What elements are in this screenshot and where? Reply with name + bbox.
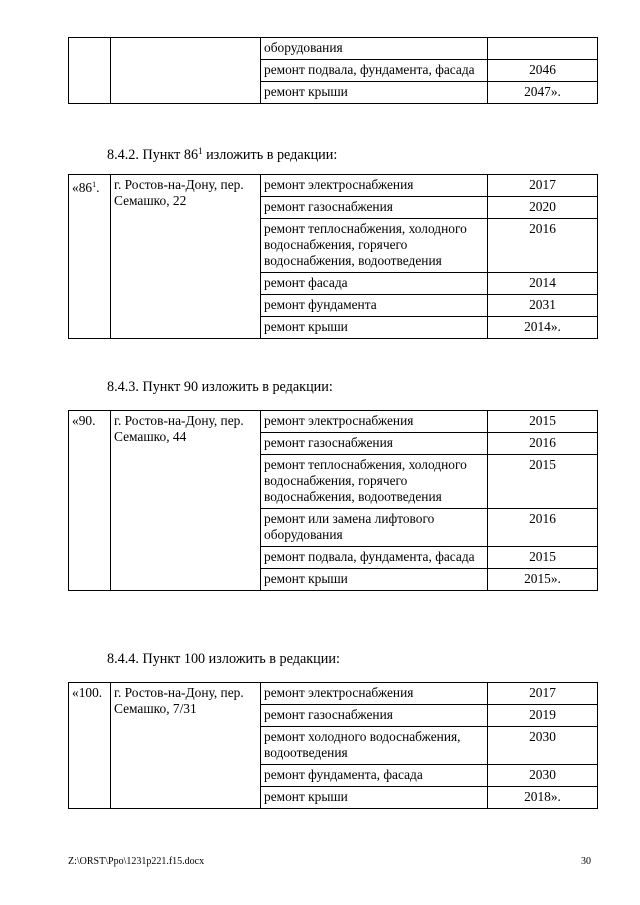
work-cell: ремонт холодного водоснабжения, водоотведения bbox=[261, 727, 488, 765]
year-cell: 2030 bbox=[488, 765, 598, 787]
address-cell: г. Ростов-на-Дону, пер. Семашко, 7/31 bbox=[111, 683, 261, 809]
year-cell: 2018». bbox=[488, 787, 598, 809]
number-cell: «90. bbox=[69, 411, 111, 591]
work-cell: ремонт газоснабжения bbox=[261, 197, 488, 219]
work-cell: ремонт электроснабжения bbox=[261, 683, 488, 705]
work-cell: ремонт подвала, фундамента, фасада bbox=[261, 60, 488, 82]
work-cell: оборудования bbox=[261, 38, 488, 60]
address-cell bbox=[111, 38, 261, 104]
year-cell: 2030 bbox=[488, 727, 598, 765]
year-cell: 2015 bbox=[488, 547, 598, 569]
table-row bbox=[69, 175, 598, 197]
work-cell: ремонт теплоснабжения, холодного водоснабжения, горячего водоснабжения, водоотведения bbox=[261, 455, 488, 509]
heading-suffix: изложить в редакции: bbox=[202, 147, 338, 163]
year-cell: 2015». bbox=[488, 569, 598, 591]
table-row bbox=[69, 38, 598, 60]
section-table bbox=[68, 682, 598, 809]
table-row bbox=[69, 411, 598, 433]
number-suffix: . bbox=[96, 180, 100, 195]
number-cell bbox=[69, 38, 111, 104]
number-cell bbox=[69, 175, 111, 339]
top-continuation-table bbox=[68, 37, 598, 104]
page-number: 30 bbox=[581, 856, 591, 867]
address-cell: г. Ростов-на-Дону, пер. Семашко, 44 bbox=[111, 411, 261, 591]
work-cell: ремонт газоснабжения bbox=[261, 433, 488, 455]
section-heading bbox=[107, 142, 337, 164]
work-cell: ремонт крыши bbox=[261, 569, 488, 591]
number-cell: «100. bbox=[69, 683, 111, 809]
number-superscript: 1 bbox=[92, 180, 97, 189]
year-cell: 2014». bbox=[488, 317, 598, 339]
year-cell: 2017 bbox=[488, 683, 598, 705]
work-cell: ремонт фундамента bbox=[261, 295, 488, 317]
footer-file-path: Z:\ORST\Ppo\1231p221.f15.docx bbox=[68, 856, 205, 867]
year-cell: 2015 bbox=[488, 455, 598, 509]
work-cell: ремонт или замена лифтового оборудования bbox=[261, 509, 488, 547]
number-text: «86 bbox=[72, 180, 93, 195]
year-cell: 2046 bbox=[488, 60, 598, 82]
work-cell: ремонт фундамента, фасада bbox=[261, 765, 488, 787]
work-cell: ремонт теплоснабжения, холодного водоснабжения, горячего водоснабжения, водоотведения bbox=[261, 219, 488, 273]
year-cell bbox=[488, 38, 598, 60]
work-cell: ремонт крыши bbox=[261, 787, 488, 809]
year-cell: 2014 bbox=[488, 273, 598, 295]
section-heading: 8.4.3. Пункт 90 изложить в редакции: bbox=[107, 379, 333, 395]
year-cell: 2015 bbox=[488, 411, 598, 433]
section-heading: 8.4.4. Пункт 100 изложить в редакции: bbox=[107, 651, 340, 667]
work-cell: ремонт крыши bbox=[261, 82, 488, 104]
heading-superscript: 1 bbox=[198, 146, 203, 156]
work-cell: ремонт подвала, фундамента, фасада bbox=[261, 547, 488, 569]
year-cell: 2047». bbox=[488, 82, 598, 104]
year-cell: 2016 bbox=[488, 509, 598, 547]
year-cell: 2016 bbox=[488, 433, 598, 455]
work-cell: ремонт электроснабжения bbox=[261, 175, 488, 197]
address-cell: г. Ростов-на-Дону, пер. Семашко, 22 bbox=[111, 175, 261, 339]
heading-text: 8.4.2. Пункт 86 bbox=[107, 147, 199, 163]
work-cell: ремонт крыши bbox=[261, 317, 488, 339]
table-row bbox=[69, 683, 598, 705]
section-table bbox=[68, 174, 598, 339]
work-cell: ремонт газоснабжения bbox=[261, 705, 488, 727]
year-cell: 2019 bbox=[488, 705, 598, 727]
year-cell: 2017 bbox=[488, 175, 598, 197]
year-cell: 2020 bbox=[488, 197, 598, 219]
section-table bbox=[68, 410, 598, 591]
year-cell: 2016 bbox=[488, 219, 598, 273]
year-cell: 2031 bbox=[488, 295, 598, 317]
work-cell: ремонт фасада bbox=[261, 273, 488, 295]
work-cell: ремонт электроснабжения bbox=[261, 411, 488, 433]
